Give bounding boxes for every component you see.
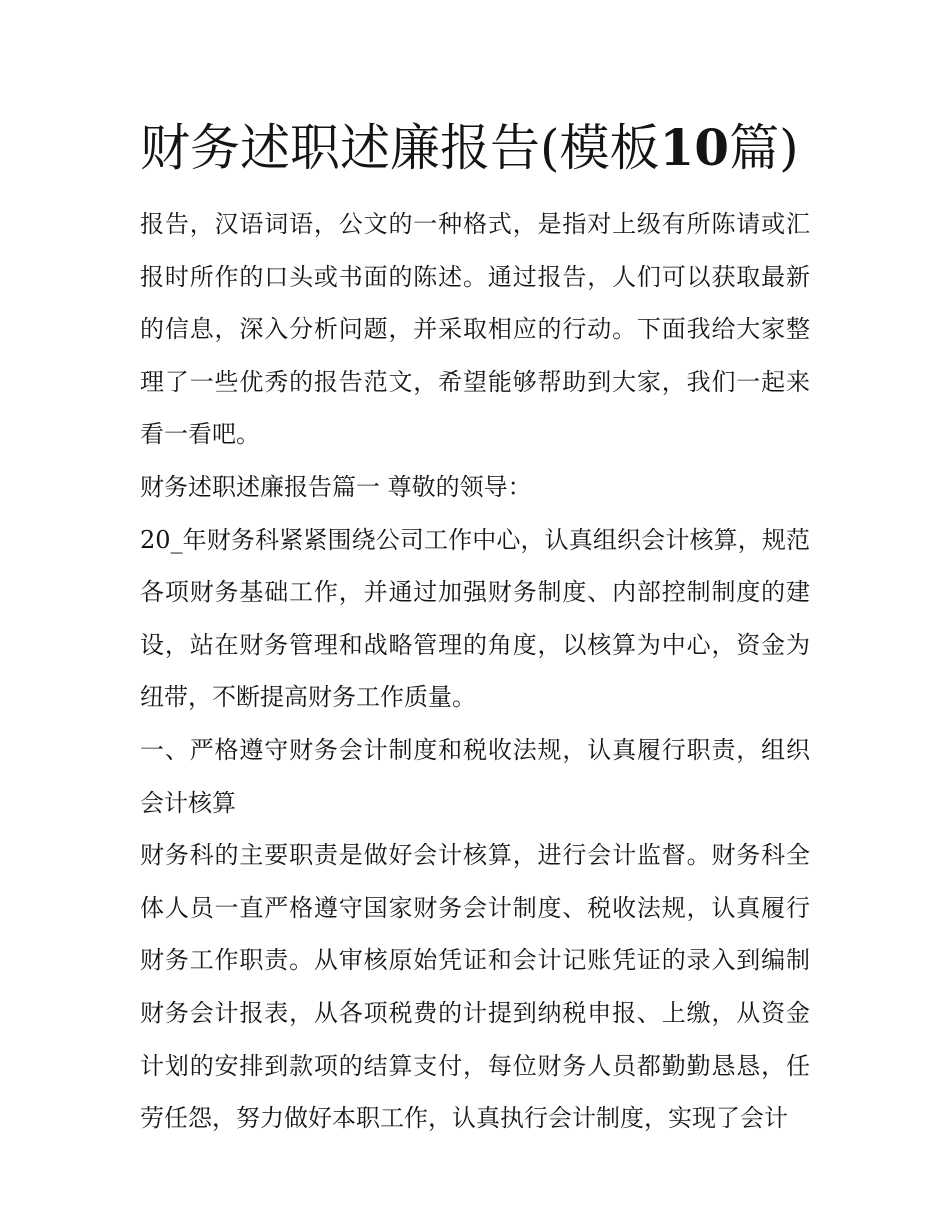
title-number: 10 [659,118,730,177]
body-paragraph: 20_年财务科紧紧围绕公司工作中心，认真组织会计核算，规范各项财务基础工作，并通过加强财务制度、内部控制制度的建设，站在财务管理和战略管理的角度，以核算为中心，资金为纽带，不断提高财务工作质量。 [140,525,810,712]
document-body [140,198,810,1145]
section-heading: 财务述职述廉报告篇一 尊敬的领导： [140,472,532,501]
body-paragraph: 财务科的主要职责是做好会计核算，进行会计监督。财务科全体人员一直严格遵守国家财务会计制度、税收法规，认真履行财务工作职责。从审核原始凭证和会计记账凭证的录入到编制财务会计报表，从各项税费的计提到纳税申报、上缴，从资金计划的安排到款项的结算支付，每位财务人员都勤勤恳恳，任劳任怨，努力做好本职工作，认真执行会计制度，实现了会计 [140,841,810,1133]
document-title [140,112,810,184]
subsection-heading: 一、严格遵守财务会计制度和税收法规，认真履行职责，组织会计核算 [140,735,810,817]
title-text: 财务述职述廉报告(模板 [140,119,660,177]
intro-paragraph: 报告，汉语词语，公文的一种格式，是指对上级有所陈请或汇报时所作的口头或书面的陈述。通过报告，人们可以获取最新的信息，深入分析问题，并采取相应的行动。下面我给大家整理了一些优秀的报告范文，希望能够帮助到大家，我们一起来看一看吧。 [140,210,810,449]
title-suffix: 篇) [729,119,799,177]
